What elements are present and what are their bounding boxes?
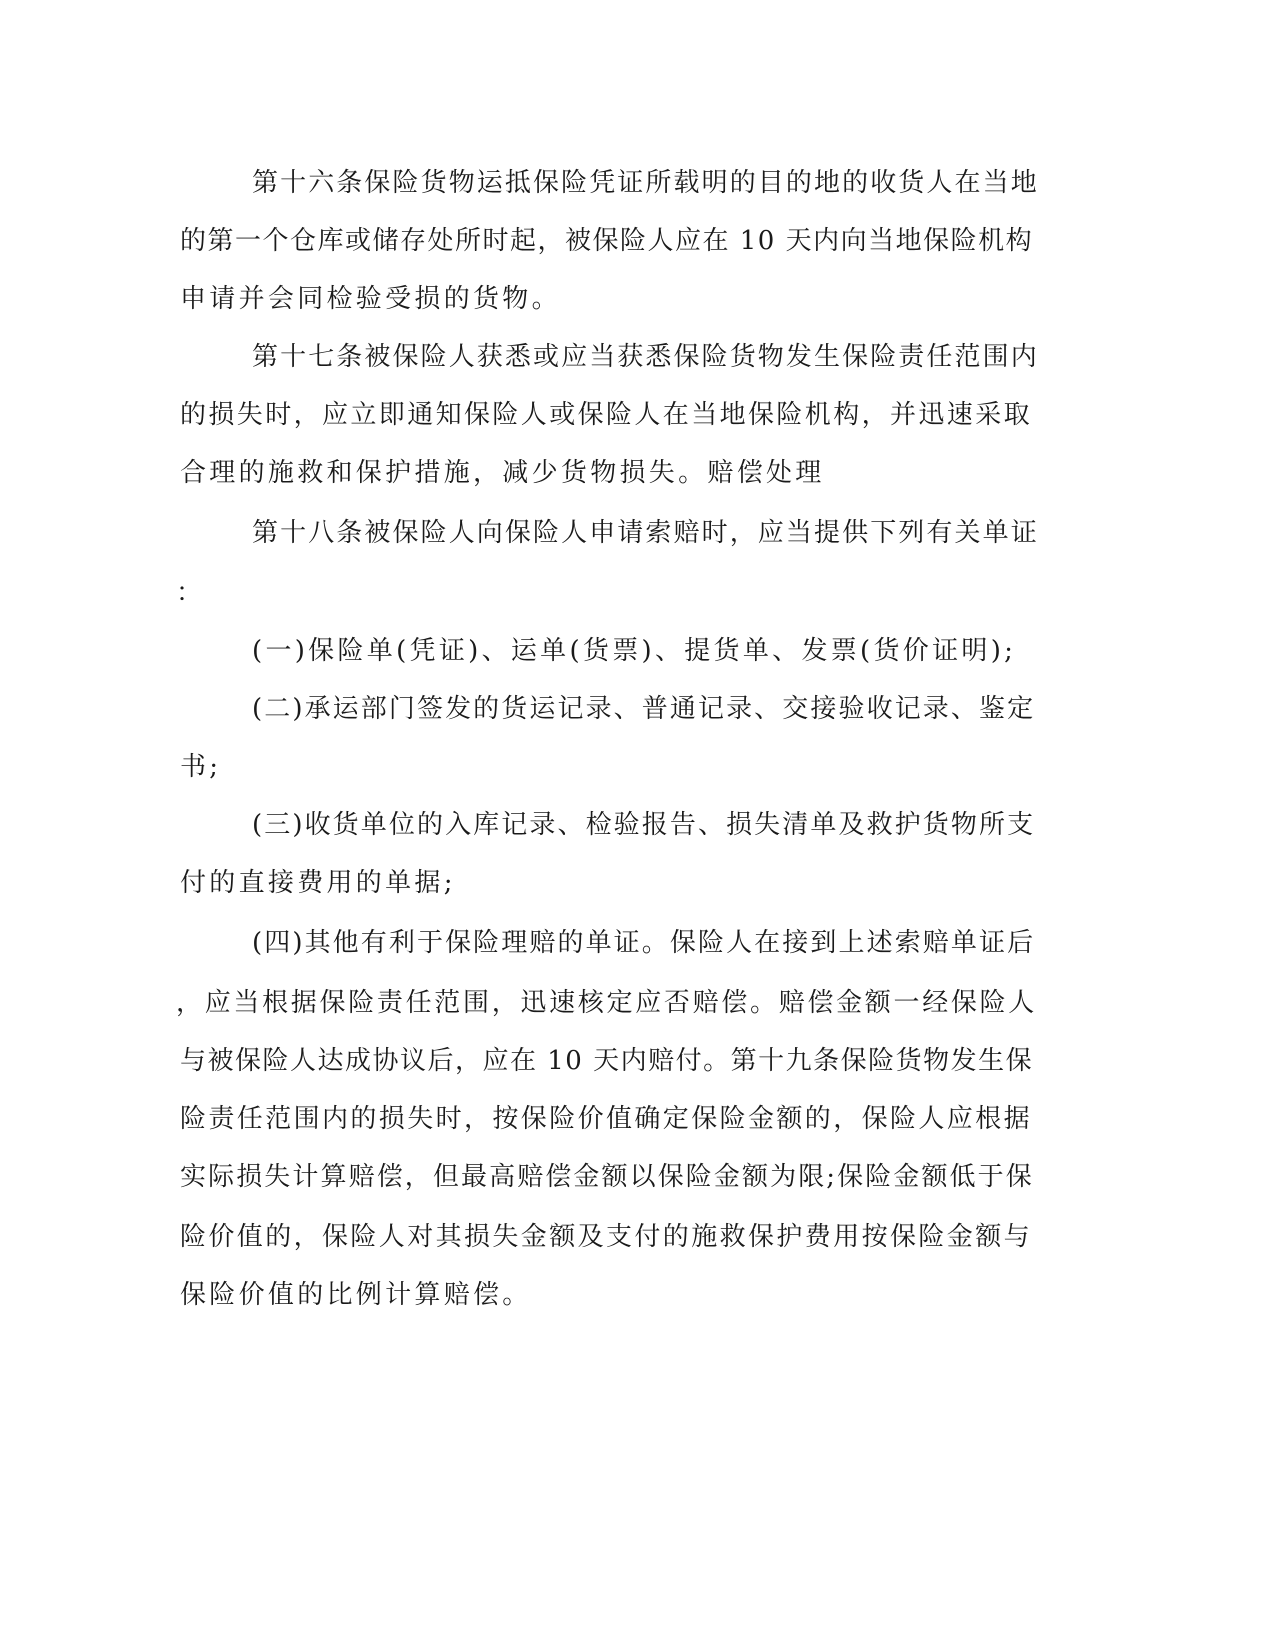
- text-line-4: 第十七条被保险人获悉或应当获悉保险货物发生保险责任范围内: [252, 342, 1039, 372]
- text-line-16: 与被保险人达成协议后，应在 10 天内赔付。第十九条保险货物发生保: [180, 1046, 1034, 1076]
- text-line-3: 申请并会同检验受损的货物。: [180, 284, 561, 314]
- text-line-1: 第十六条保险货物运抵保险凭证所载明的目的地的收货人在当地: [252, 168, 1039, 198]
- text-line-7: 第十八条被保险人向保险人申请索赔时，应当提供下列有关单证: [252, 518, 1039, 548]
- text-line-12: (三)收货单位的入库记录、检验报告、损失清单及救护货物所支: [252, 810, 1036, 840]
- text-line-13: 付的直接费用的单据;: [180, 868, 456, 898]
- text-line-11: 书;: [180, 752, 222, 782]
- text-line-9: (一)保险单(凭证)、运单(货票)、提货单、发票(货价证明);: [252, 636, 1017, 666]
- text-line-14: (四)其他有利于保险理赔的单证。保险人在接到上述索赔单证后: [252, 928, 1036, 958]
- text-line-18: 实际损失计算赔偿，但最高赔偿金额以保险金额为限;保险金额低于保: [180, 1162, 1034, 1192]
- text-line-6: 合理的施救和保护措施，减少货物损失。赔偿处理: [180, 458, 825, 488]
- text-line-20: 保险价值的比例计算赔偿。: [180, 1280, 532, 1310]
- text-line-17: 险责任范围内的损失时，按保险价值确定保险金额的，保险人应根据: [180, 1104, 1033, 1134]
- text-line-5: 的损失时，应立即通知保险人或保险人在当地保险机构，并迅速采取: [180, 400, 1033, 430]
- text-line-10: (二)承运部门签发的货运记录、普通记录、交接验收记录、鉴定: [252, 694, 1036, 724]
- text-line-15: ，应当根据保险责任范围，迅速核定应否赔偿。赔偿金额一经保险人: [176, 988, 1038, 1018]
- text-line-2: 的第一个仓库或储存处所时起，被保险人应在 10 天内向当地保险机构: [180, 226, 1034, 256]
- text-line-19: 险价值的，保险人对其损失金额及支付的施救保护费用按保险金额与: [180, 1222, 1033, 1252]
- text-line-8: ：: [176, 578, 206, 608]
